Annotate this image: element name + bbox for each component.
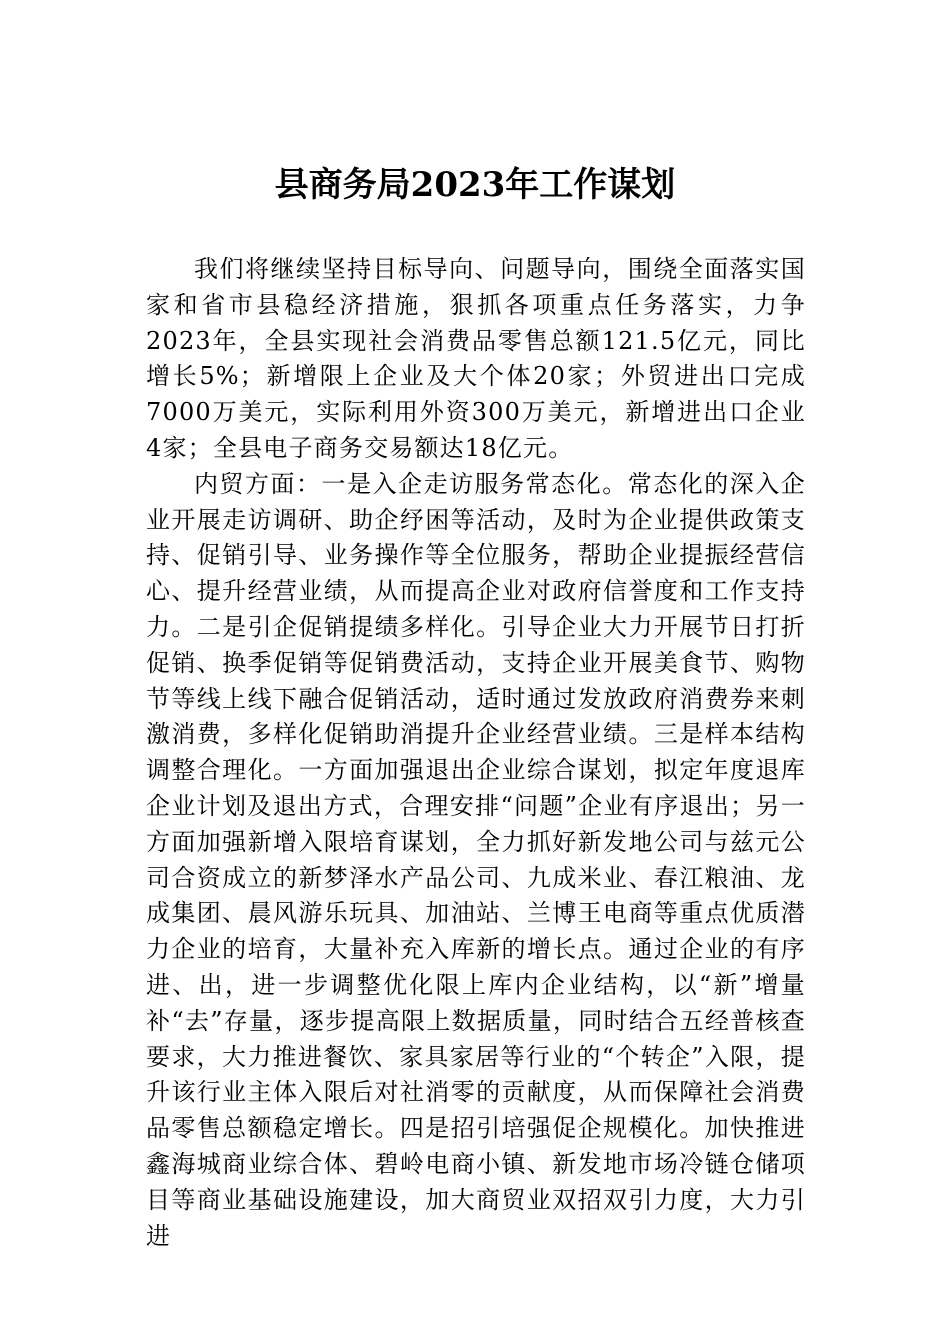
document-title: 县商务局2023年工作谋划 xyxy=(274,165,676,205)
paragraph-targets: 我们将继续坚持目标导向、问题导向，围绕全面落实国家和省市县稳经济措施，狠抓各项重点任务落实，力争2023年，全县实现社会消费品零售总额121.5亿元，同比增长5%；新增限上企业及大个体20家；外贸进出口完成7000万美元，实际利用外资300万美元，新增进出口企业4家；全县电子商务交易额达18亿元。 xyxy=(146,255,806,462)
paragraph-domestic-trade: 内贸方面：一是入企走访服务常态化。常态化的深入企业开展走访调研、助企纾困等活动，及时为企业提供政策支持、促销引导、业务操作等全位服务，帮助企业提振经营信心、提升经营业绩，从而提高企业对政府信誉度和工作支持力。二是引企促销提绩多样化。引导企业大力开展节日打折促销、换季促销等促销费活动，支持企业开展美食节、购物节等线上线下融合促销活动，适时通过发放政府消费券来刺激消费，多样化促销助消提升企业经营业绩。三是样本结构调整合理化。一方面加强退出企业综合谋划，拟定年度退库企业计划及退出方式，合理安排“问题”企业有序退出；另一方面加强新增入限培育谋划，全力抓好新发地公司与兹元公司合资成立的新梦泽水产品公司、九成米业、春江粮油、龙成集团、晨风游乐玩具、加油站、兰博王电商等重点优质潜力企业的培育，大量补充入库新的增长点。通过企业的有序进、出，进一步调整优化限上库内企业结构，以“新”增量补“去”存量，逐步提高限上数据质量，同时结合五经普核查要求，大力推进餐饮、家具家居等行业的“个转企”入限，提升该行业主体入限后对社消零的贡献度，从而保障社会消费品零售总额稳定增长。四是招引培强促企规模化。加快推进鑫海城商业综合体、碧岭电商小镇、新发地市场冷链仓储项目等商业基础设施建设，加大商贸业双招双引力度，大力引进 xyxy=(146,469,806,1250)
document-body xyxy=(146,252,806,1254)
